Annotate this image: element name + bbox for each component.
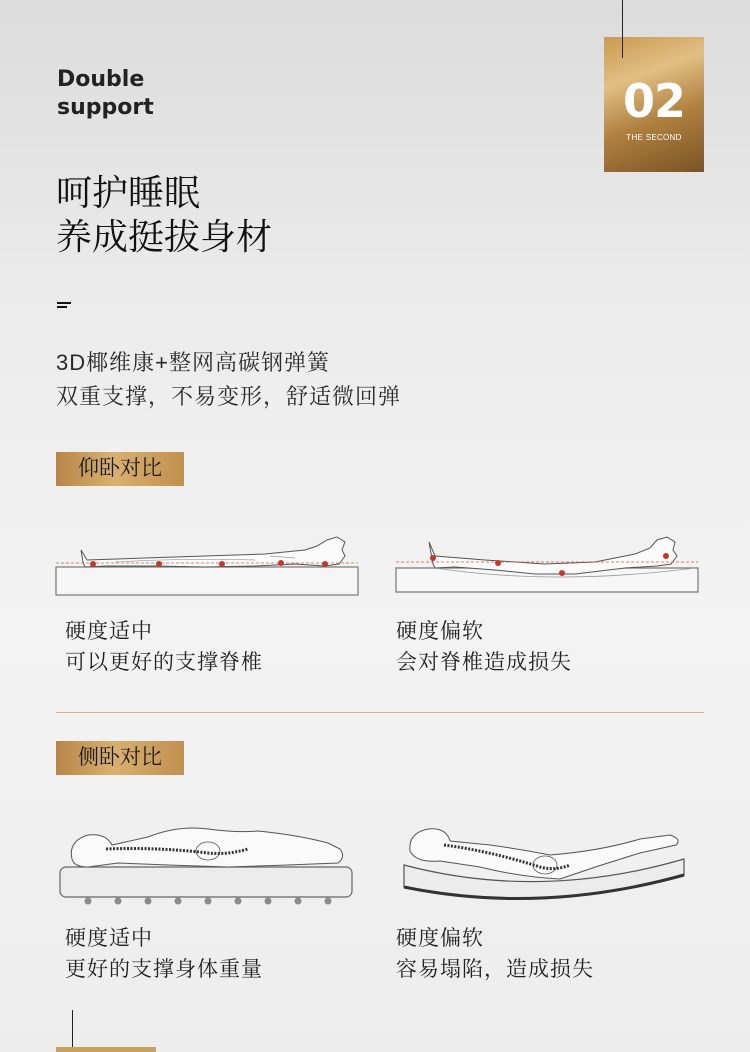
supine-comparison-tag: 仰卧对比 — [56, 452, 184, 486]
english-title-line1: Double — [57, 67, 145, 92]
feature-description — [56, 346, 401, 414]
decorative-lines-icon — [57, 302, 71, 312]
description-line1: 3D椰维康+整网高碳钢弹簧 — [56, 350, 330, 375]
bottom-vertical-line — [72, 1010, 73, 1052]
supine-medium-caption-line2: 可以更好的支撑脊椎 — [65, 651, 263, 674]
supine-medium-caption — [65, 616, 263, 678]
side-medium-caption — [65, 923, 263, 985]
main-title-line2: 养成挺拔身材 — [56, 217, 273, 258]
supine-soft-caption-line1: 硬度偏软 — [396, 620, 484, 643]
main-title — [56, 172, 272, 260]
side-medium-caption-line2: 更好的支撑身体重量 — [65, 958, 263, 981]
main-title-line1: 呵护睡眠 — [56, 173, 201, 214]
description-line2: 双重支撑，不易变形，舒适微回弹 — [56, 384, 402, 409]
side-medium-caption-line1: 硬度适中 — [65, 927, 153, 950]
badge-number: 02 — [622, 74, 685, 128]
supine-medium-illustration — [55, 520, 360, 600]
side-soft-caption-line1: 硬度偏软 — [396, 927, 484, 950]
bottom-gold-bar — [56, 1047, 156, 1052]
english-title-line2: support — [57, 95, 154, 120]
badge-subtitle: THE SECOND — [626, 133, 682, 142]
top-vertical-line — [622, 0, 623, 58]
side-comparison-tag: 侧卧对比 — [56, 741, 184, 775]
english-title — [57, 66, 154, 122]
side-medium-illustration — [58, 815, 358, 915]
supine-medium-caption-line1: 硬度适中 — [65, 620, 153, 643]
section-number-badge — [604, 37, 704, 172]
side-soft-caption — [396, 923, 594, 985]
supine-soft-illustration — [395, 520, 700, 600]
supine-soft-caption-line2: 会对脊椎造成损失 — [396, 651, 572, 674]
section-divider — [56, 712, 704, 713]
side-soft-caption-line2: 容易塌陷，造成损失 — [396, 958, 594, 981]
supine-soft-caption — [396, 616, 572, 678]
side-soft-illustration — [400, 815, 690, 915]
